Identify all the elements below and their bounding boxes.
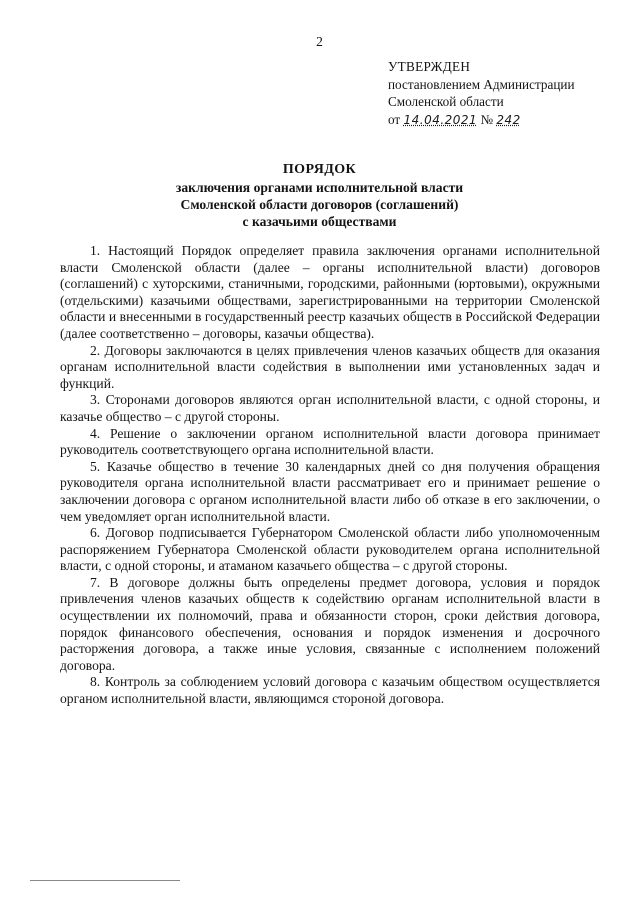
document-body (60, 243, 600, 708)
handwritten-number: 242 (496, 112, 521, 127)
paragraph-7: 7. В договоре должны быть определены предмет договора, условия и порядок привлечения членов казачьих обществ к содействию органам исполнительной власти в осуществлении их полномочий, права и обязанности сторон, сроки действия договора, порядок финансового обеспечения, основания и порядок изменения и досрочного расторжения договора, а также иные условия, связанные с исполнением положений договора. (60, 574, 600, 673)
paragraph-4: 4. Решение о заключении органом исполнительной власти договора принимает руководитель соответствующего органа исполнительной власти. (60, 425, 600, 458)
title-heading: ПОРЯДОК (282, 162, 357, 177)
scan-artifact-line (30, 880, 180, 881)
page-number: 2 (316, 34, 323, 49)
title-line-3: с казачьими обществами (242, 213, 397, 229)
approval-block (388, 58, 624, 129)
approval-line-2: Смоленской области (388, 94, 504, 109)
title-line-2: Смоленской области договоров (соглашений) (180, 196, 459, 212)
paragraph-8: 8. Контроль за соблюдением условий договора с казачьим обществом осуществляется органом исполнительной власти, являющимся стороной договора. (60, 674, 600, 707)
paragraph-1: 1. Настоящий Порядок определяет правила заключения органами исполнительной власти Смоленской области (далее – органы исполнительной власти) договоров (соглашений) с хуторскими, станичными, городскими, районными (юртовыми), окружными (отдельскими) казачьими обществами, зарегистрированными на территории Смоленской области и внесенными в государственный реестр казачьих обществ в Российской Федерации (далее соответственно – договоры, казачьи общества). (60, 243, 600, 341)
title-line-1: заключения органами исполнительной власти (175, 180, 464, 195)
paragraph-6: 6. Договор подписывается Губернатором Смоленской области либо уполномоченным распоряжением Губернатора Смоленской области руководителем органа исполнительной власти, с одной стороны, и атаманом казачьего общества – с другой стороны. (60, 525, 600, 574)
date-prefix: от (388, 111, 401, 127)
number-prefix: № (480, 111, 494, 127)
document-title (0, 160, 639, 230)
approval-title: УТВЕРЖДЕН (388, 59, 471, 74)
paragraph-2: 2. Договоры заключаются в целях привлечения членов казачьих обществ для оказания органам исполнительной власти содействия в выполнении ими установленных задач и функций. (60, 342, 600, 391)
paragraph-5: 5. Казачье общество в течение 30 календарных дней со дня получения обращения руководителя органа исполнительной власти рассматривает его и принимает решение о заключении договора с органом исполнительной власти либо об отказе в его заключении, о чем уведомляет орган исполнительной власти. (60, 458, 600, 524)
approval-line-1: постановлением Администрации (388, 76, 575, 92)
paragraph-3: 3. Сторонами договоров являются орган исполнительной власти, с одной стороны, и казачье общество – с другой стороны. (60, 392, 600, 424)
approval-date-line (388, 111, 624, 130)
handwritten-date: 14.04.2021 (403, 112, 478, 127)
